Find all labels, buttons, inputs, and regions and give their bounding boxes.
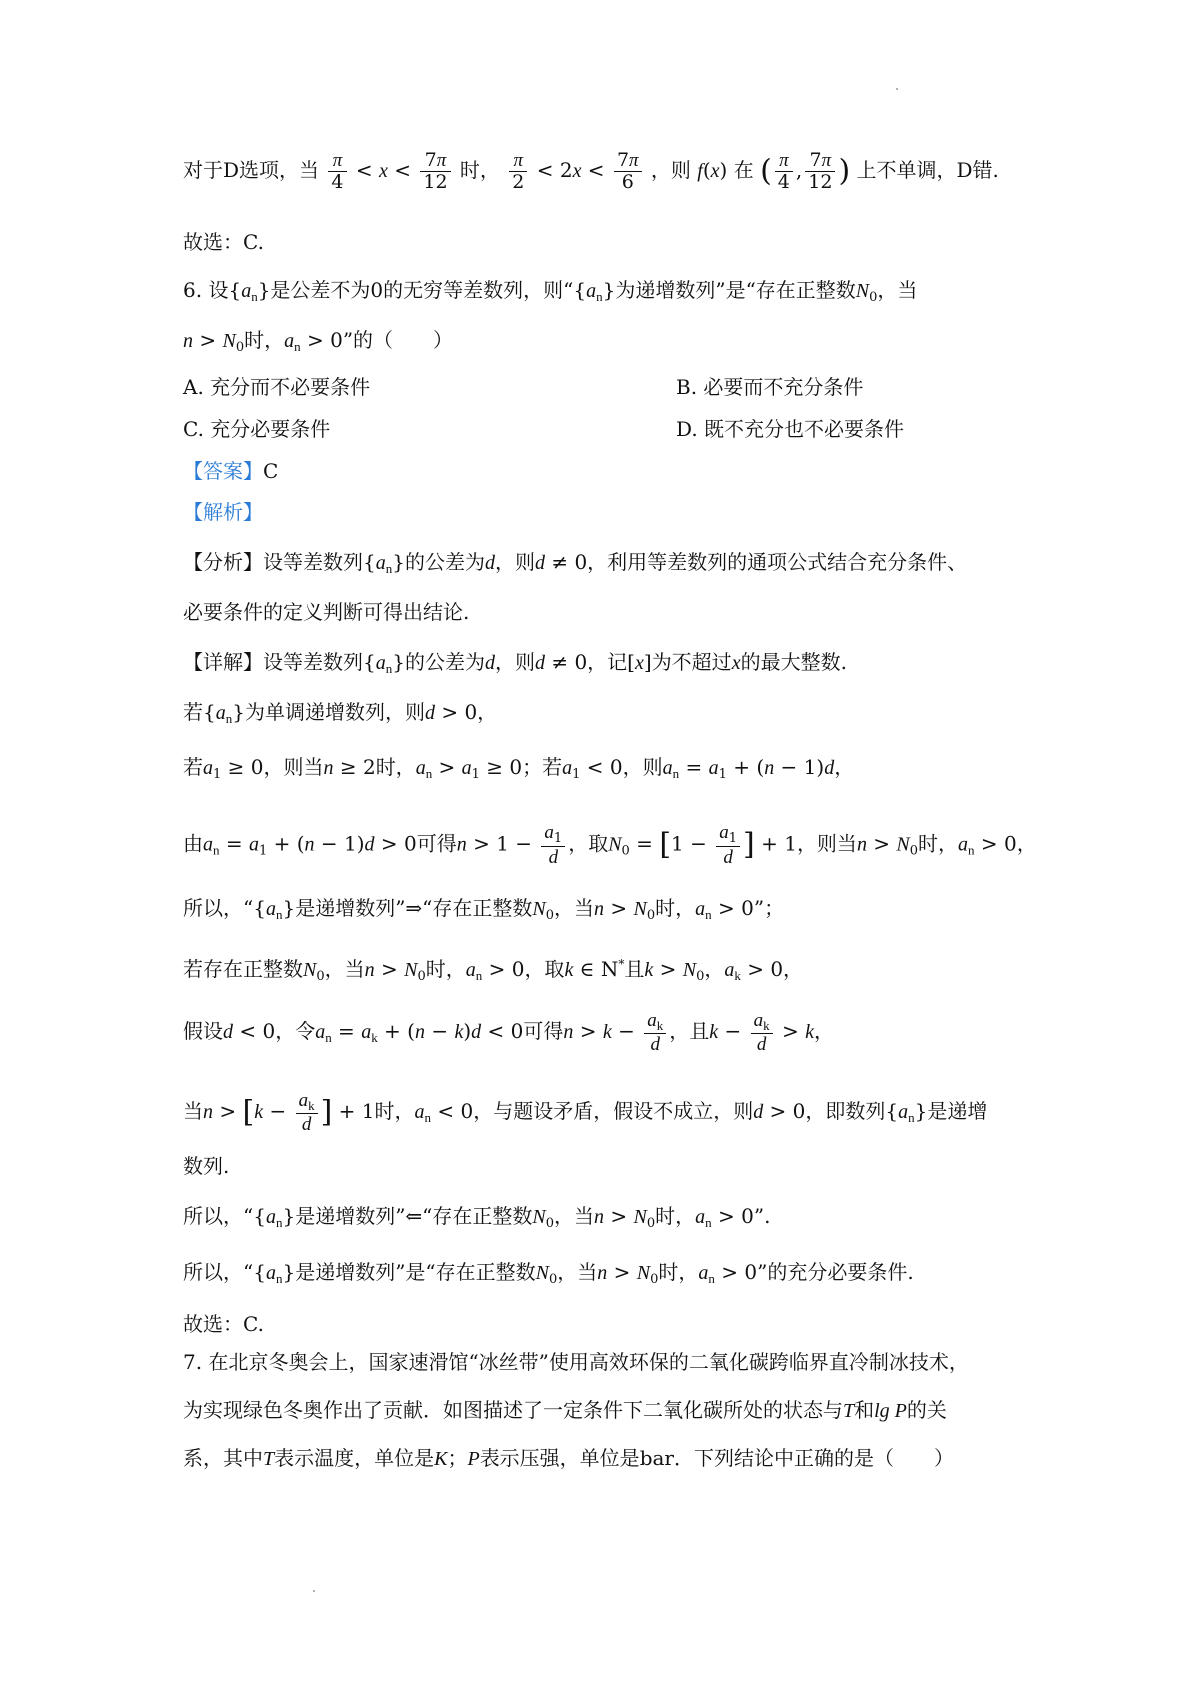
fraction: $\frac{\pi}{2}$ <box>509 150 527 193</box>
fraction: $\frac{7\pi}{6}$ <box>614 150 642 193</box>
fraction: $\frac{a_k}{d}$ <box>644 1010 666 1055</box>
option-c: C. 充分必要条件 <box>183 417 331 441</box>
q6-stem-line1: 6. 设$\{a_n\}$是公差不为0的无穷等差数列，则“$\{a_n\}$为递增数列”是“存在正整数$N_0$，当 <box>183 278 918 305</box>
q5-end: 故选：C. <box>183 230 264 254</box>
option-a: A. 充分而不必要条件 <box>183 375 371 399</box>
suoyi1-line: 所以，“$\{a_n\}$是递增数列”⇒“存在正整数$N_0$，当$n > N_0$时，$a_n > 0$”； <box>183 896 785 923</box>
a1-line: 若$a_1 \ge 0$，则当n ≥ 2时，$a_n > a_1 \ge 0$；若$a_1 < 0$，则$a_n = a_1 + (n - 1)d$， <box>183 755 855 782</box>
option-b: B. 必要而不充分条件 <box>676 375 864 399</box>
ruo-line: 若$\{a_n\}$为单调递增数列，则d > 0， <box>183 700 498 726</box>
answer-tag: 【答案】 <box>183 459 263 483</box>
q7-line1: 7. 在北京冬奥会上，国家速滑馆“冰丝带”使用高效环保的二氧化碳跨临界直冷制冰技术， <box>183 1350 969 1374</box>
dang-line: 当n > [k − $\frac{a_k}{d}$ ] + 1时，$a_n < 0$，与题设矛盾，假设不成立，则d > 0，即数列$\{a_n\}$是递增 <box>183 1090 988 1135</box>
fraction: $\frac{7\pi}{12}$ <box>805 150 835 193</box>
you-line: 由$a_n = a_1 + (n - 1)d > 0$可得n > 1 − $\frac{a_1}{d}$ ，取$N_0 = [1$ − $\frac{a_1}{d}$ ] + 1，则当$n > N_0$时，$a_n > 0$， <box>183 822 1037 868</box>
fraction: $\frac{\pi}{4}$ <box>328 150 346 193</box>
fraction: $\frac{\pi}{4}$ <box>775 150 793 193</box>
shulie-line: 数列. <box>183 1154 230 1178</box>
d-option-line: 对于D选项，当 $\frac{\pi}{4}$ < x < $\frac{7\pi}{12}$ 时， $\frac{\pi}{2}$ < 2x < $\frac{7\pi}{6}$ ，则 f(x) 在 ( $\frac{\pi}{4}$ , $\frac{7\pi}{12}$ ) 上不单调，D错. <box>183 149 999 193</box>
scan-dot <box>896 88 898 90</box>
xiangjie-line: 【详解】设等差数列$\{a_n\}$的公差为d，则d ≠ 0，记[x]为不超过x的最大整数. <box>183 650 847 676</box>
fraction: $\frac{a_1}{d}$ <box>716 822 740 868</box>
answer-line <box>183 457 278 485</box>
fenxi-line1: 【分析】设等差数列$\{a_n\}$的公差为d，则d ≠ 0，利用等差数列的通项公式结合充分条件、 <box>183 550 968 576</box>
fenxi-line2: 必要条件的定义判断可得出结论. <box>183 600 470 624</box>
suoyi3-line: 所以，“$\{a_n\}$是递增数列”是“存在正整数$N_0$，当$n > N_0$时，$a_n > 0$”的充分必要条件. <box>183 1260 914 1287</box>
fraction: $\frac{a_k}{d}$ <box>751 1010 773 1055</box>
fraction: $\frac{7\pi}{12}$ <box>420 150 450 193</box>
cunzai-line: 若存在正整数$N_0$，当$n > N_0$时，$a_n > 0$，取k ∈ N*且$k > N_0$，$a_k > 0$， <box>183 957 804 984</box>
jiashe-line: 假设d < 0，令$a_n = a_k + (n - k)d < 0$可得n > k − $\frac{a_k}{d}$ ，且k − $\frac{a_k}{d}$ > k， <box>183 1010 834 1055</box>
q6-stem-line2: $n > N_0$时，$a_n > 0$”的（ ） <box>183 328 454 355</box>
fraction: $\frac{a_k}{d}$ <box>296 1090 318 1135</box>
q6-end: 故选：C. <box>183 1312 264 1336</box>
scan-dot <box>313 1590 315 1592</box>
suoyi2-line: 所以，“$\{a_n\}$是递增数列”⇐“存在正整数$N_0$，当$n > N_0$时，$a_n > 0$”. <box>183 1204 771 1231</box>
q7-line3: 系，其中T表示温度，单位是K；P表示压强，单位是bar．下列结论中正确的是（ ） <box>183 1446 954 1470</box>
option-d: D. 既不充分也不必要条件 <box>676 417 905 441</box>
q7-line2: 为实现绿色冬奥作出了贡献．如图描述了一定条件下二氧化碳所处的状态与T和lg P的关 <box>183 1398 947 1422</box>
jiexi-tag: 【解析】 <box>183 500 263 524</box>
fraction: $\frac{a_1}{d}$ <box>541 822 565 868</box>
answer-value: C <box>263 459 279 483</box>
